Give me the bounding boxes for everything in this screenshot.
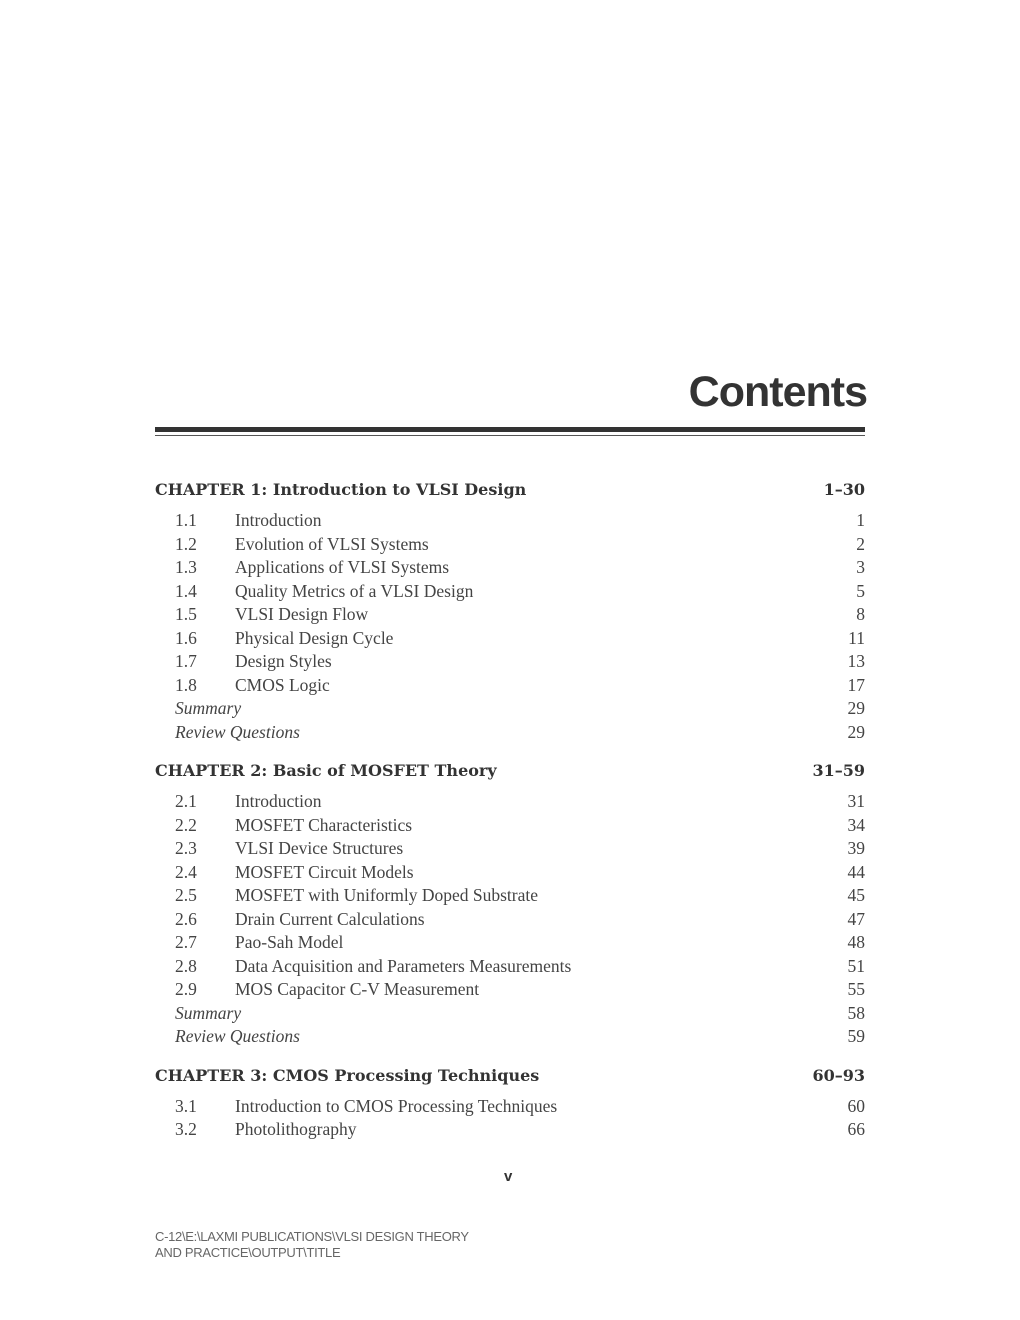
toc-entry[interactable]	[155, 861, 865, 885]
section-number: 3.2	[175, 1119, 197, 1139]
toc-entry[interactable]	[155, 790, 865, 814]
section-page: 34	[847, 814, 865, 835]
section-title: CMOS Logic	[235, 674, 330, 695]
page-title: Contents	[688, 368, 867, 416]
section-title: Design Styles	[235, 651, 332, 671]
section-title: VLSI Device Structures	[235, 838, 404, 858]
toc-entry[interactable]	[155, 931, 865, 955]
chapter-title: CHAPTER 1: Introduction to VLSI Design	[155, 480, 527, 499]
toc-entry[interactable]	[155, 580, 865, 604]
chapter-group	[155, 478, 865, 744]
section-title: Summary	[175, 1002, 242, 1023]
toc-entry[interactable]	[155, 556, 865, 580]
section-number: 2.6	[175, 908, 197, 929]
section-number: 2.7	[175, 932, 197, 952]
section-title: Photolithography	[235, 1119, 357, 1139]
section-title: MOSFET Circuit Models	[235, 861, 414, 882]
section-number: 1.2	[175, 533, 197, 554]
section-number: 1.7	[175, 651, 197, 671]
section-page: 51	[847, 955, 865, 976]
section-title: Summary	[175, 698, 242, 718]
section-number: 2.2	[175, 814, 197, 835]
toc-entry[interactable]	[155, 814, 865, 838]
chapter-pages: 31–59	[812, 761, 865, 780]
section-page: 58	[847, 1002, 865, 1023]
section-number: 1.8	[175, 674, 197, 695]
chapter-title: CHAPTER 3: CMOS Processing Techniques	[155, 1065, 540, 1085]
section-page: 31	[847, 791, 865, 811]
section-page: 11	[848, 627, 865, 648]
toc-entry[interactable]	[155, 978, 865, 1002]
section-title: Quality Metrics of a VLSI Design	[235, 580, 474, 601]
table-of-contents	[155, 478, 865, 1157]
section-title: MOS Capacitor C-V Measurement	[235, 979, 480, 999]
toc-entry[interactable]	[155, 721, 865, 745]
section-page: 66	[847, 1119, 865, 1139]
section-number: 3.1	[175, 1095, 197, 1116]
page-number: v	[504, 1168, 513, 1185]
toc-entry[interactable]	[155, 533, 865, 557]
section-title: Applications of VLSI Systems	[235, 557, 450, 577]
section-title: MOSFET with Uniformly Doped Substrate	[235, 885, 539, 905]
section-number: 2.9	[175, 979, 197, 999]
chapter-group	[155, 1064, 865, 1142]
section-number: 2.1	[175, 791, 197, 811]
toc-entry[interactable]	[155, 1095, 865, 1119]
toc-entry[interactable]	[155, 603, 865, 627]
section-page: 13	[847, 651, 865, 671]
footer-line-1: C-12\E:\LAXMI PUBLICATIONS\VLSI DESIGN THEORY	[155, 1229, 469, 1244]
title-rule-thick	[155, 427, 865, 432]
chapter-title: CHAPTER 2: Basic of MOSFET Theory	[155, 761, 497, 780]
section-title: Review Questions	[175, 1026, 300, 1046]
section-page: 47	[847, 908, 865, 929]
section-number: 2.5	[175, 885, 197, 905]
chapter-heading-row[interactable]	[155, 1064, 865, 1088]
section-page: 44	[847, 861, 865, 882]
toc-entry[interactable]	[155, 650, 865, 674]
section-page: 1	[856, 510, 865, 530]
section-number: 2.3	[175, 838, 197, 858]
section-page: 2	[856, 533, 865, 554]
section-page: 17	[847, 674, 865, 695]
section-title: VLSI Design Flow	[235, 604, 369, 624]
section-page: 5	[856, 580, 865, 601]
footer	[155, 1229, 469, 1261]
section-number: 1.3	[175, 557, 197, 577]
section-number: 1.5	[175, 604, 197, 624]
section-title: Introduction	[235, 510, 322, 530]
section-title: Evolution of VLSI Systems	[235, 533, 429, 554]
chapter-heading-row[interactable]	[155, 478, 865, 502]
toc-entry[interactable]	[155, 1025, 865, 1049]
section-title: Introduction	[235, 791, 322, 811]
toc-entry[interactable]	[155, 1002, 865, 1026]
section-title: Review Questions	[175, 721, 300, 742]
section-page: 55	[847, 979, 865, 999]
section-title: Drain Current Calculations	[235, 908, 425, 929]
toc-entry[interactable]	[155, 674, 865, 698]
chapter-heading-row[interactable]	[155, 759, 865, 783]
section-page: 8	[856, 604, 865, 624]
chapter-pages: 1–30	[823, 480, 865, 499]
section-title: Pao-Sah Model	[235, 932, 344, 952]
section-page: 29	[847, 698, 865, 718]
title-rule-thin	[155, 435, 865, 436]
section-page: 60	[847, 1095, 865, 1116]
footer-line-2: AND PRACTICE\OUTPUT\TITLE	[155, 1245, 341, 1260]
section-page: 59	[847, 1026, 865, 1046]
section-page: 45	[847, 885, 865, 905]
chapter-pages: 60–93	[812, 1065, 865, 1085]
section-title: Physical Design Cycle	[235, 627, 394, 648]
toc-entry[interactable]	[155, 509, 865, 533]
section-page: 29	[847, 721, 865, 742]
section-title: Data Acquisition and Parameters Measurements	[235, 955, 572, 976]
section-page: 48	[847, 932, 865, 952]
section-title: MOSFET Characteristics	[235, 814, 413, 835]
chapter-group	[155, 759, 865, 1049]
section-title: Introduction to CMOS Processing Techniques	[235, 1095, 558, 1116]
toc-entry[interactable]	[155, 837, 865, 861]
section-number: 2.4	[175, 861, 197, 882]
toc-entry[interactable]	[155, 908, 865, 932]
section-page: 3	[856, 557, 865, 577]
toc-entry[interactable]	[155, 697, 865, 721]
toc-entry[interactable]	[155, 884, 865, 908]
toc-entry[interactable]	[155, 1118, 865, 1142]
toc-entry[interactable]	[155, 955, 865, 979]
section-number: 1.6	[175, 627, 197, 648]
section-number: 1.1	[175, 510, 197, 530]
section-page: 39	[847, 838, 865, 858]
toc-entry[interactable]	[155, 627, 865, 651]
section-number: 2.8	[175, 955, 197, 976]
section-number: 1.4	[175, 580, 197, 601]
